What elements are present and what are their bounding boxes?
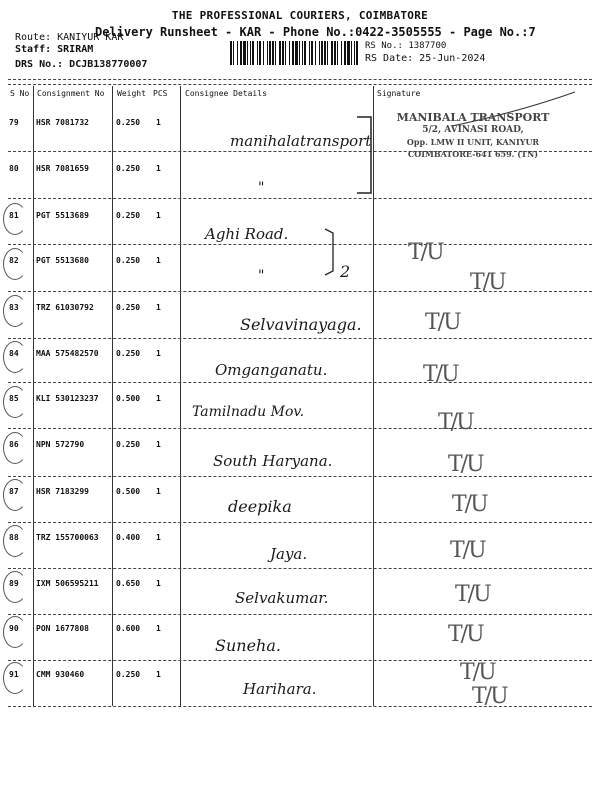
signature-tu-mark: T/U bbox=[448, 452, 483, 477]
signature-tu-mark: T/U bbox=[450, 538, 485, 563]
row-pcs: 1 bbox=[156, 670, 161, 679]
row-number-circle bbox=[3, 203, 27, 235]
row-number-circle bbox=[3, 386, 27, 418]
row-number-circle bbox=[3, 571, 27, 603]
row-pcs: 1 bbox=[156, 440, 161, 449]
col-header-pcs: PCS bbox=[153, 89, 168, 98]
row-divider bbox=[8, 476, 592, 477]
col-header-sno: S No bbox=[10, 89, 30, 98]
row-weight: 0.500 bbox=[116, 487, 141, 496]
staff-label: Staff: SRIRAM bbox=[15, 44, 94, 55]
signature-tu-mark: T/U bbox=[408, 240, 443, 265]
row-sno: 90 bbox=[9, 624, 19, 633]
row-sno: 88 bbox=[9, 533, 19, 542]
signature-tu-mark: T/U bbox=[448, 622, 483, 647]
company-stamp bbox=[378, 112, 568, 160]
stamp-line: Opp. LMW II UNIT, KANIYUR bbox=[406, 137, 540, 147]
row-divider bbox=[8, 660, 592, 661]
row-weight: 0.250 bbox=[116, 118, 141, 127]
signature-tu-mark: T/U bbox=[470, 270, 505, 295]
row-consignee-handwritten: manihalatransport bbox=[230, 132, 372, 150]
row-divider bbox=[8, 244, 592, 245]
row-consignment-no: HSR 7183299 bbox=[36, 487, 89, 496]
row-sno: 91 bbox=[9, 670, 19, 679]
row-consignee-handwritten: deepika bbox=[228, 497, 292, 516]
row-consignment-no: TRZ 155700063 bbox=[36, 533, 99, 542]
row-consignee-handwritten: Harihara. bbox=[243, 680, 317, 698]
row-consignment-no: PGT 5513680 bbox=[36, 256, 89, 265]
row-weight: 0.400 bbox=[116, 533, 141, 542]
row-pcs: 1 bbox=[156, 164, 161, 173]
row-consignment-no: TRZ 61030792 bbox=[36, 303, 94, 312]
row-consignment-no: PON 1677808 bbox=[36, 624, 89, 633]
runsheet-subtitle: Delivery Runsheet - KAR - Phone No.:0422-3505555 - Page No.:7 bbox=[95, 25, 536, 39]
row-sno: 84 bbox=[9, 349, 19, 358]
row-sno: 82 bbox=[9, 256, 19, 265]
row-weight: 0.250 bbox=[116, 303, 141, 312]
row-consignment-no: KLI 530123237 bbox=[36, 394, 99, 403]
row-consignee-handwritten: " bbox=[258, 268, 265, 284]
stamp-line: MANIBALA TRANSPORT bbox=[396, 111, 550, 124]
rs-number: RS No.: 1387700 bbox=[365, 41, 447, 51]
row-sno: 83 bbox=[9, 303, 19, 312]
signature-tu-mark: T/U bbox=[460, 660, 495, 685]
col-header-consignment: Consignment No bbox=[37, 89, 105, 98]
rs-date: RS Date: 25-Jun-2024 bbox=[365, 53, 486, 64]
bracket-mark bbox=[355, 115, 379, 195]
row-divider bbox=[8, 338, 592, 339]
row-sno: 87 bbox=[9, 487, 19, 496]
row-sno: 79 bbox=[9, 118, 19, 127]
stamp-line: 5/2, AVINASI ROAD, bbox=[422, 125, 524, 135]
barcode-image bbox=[230, 41, 358, 65]
column-divider bbox=[33, 86, 34, 706]
row-number-circle bbox=[3, 479, 27, 511]
stamp-line: COIMBATORE-641 659. (TN) bbox=[407, 149, 539, 159]
row-pcs: 1 bbox=[156, 487, 161, 496]
row-consignment-no: PGT 5513689 bbox=[36, 211, 89, 220]
row-pcs: 1 bbox=[156, 579, 161, 588]
row-pcs: 1 bbox=[156, 303, 161, 312]
drs-number: DRS No.: DCJB138770007 bbox=[15, 59, 148, 70]
row-pcs: 1 bbox=[156, 211, 161, 220]
signature-tu-mark: T/U bbox=[423, 362, 458, 387]
signature-tu-mark: T/U bbox=[452, 492, 487, 517]
row-pcs: 1 bbox=[156, 394, 161, 403]
row-consignee-handwritten: Suneha. bbox=[215, 636, 281, 655]
row-consignee-handwritten: " bbox=[258, 180, 265, 196]
column-divider bbox=[180, 86, 181, 706]
signature-tu-mark: T/U bbox=[438, 410, 473, 435]
row-number-circle bbox=[3, 341, 27, 373]
row-consignment-no: HSR 7081732 bbox=[36, 118, 89, 127]
company-name: THE PROFESSIONAL COURIERS, COIMBATORE bbox=[171, 9, 429, 22]
signature-tu-mark: T/U bbox=[425, 310, 460, 335]
col-header-weight: Weight bbox=[117, 89, 146, 98]
row-sno: 86 bbox=[9, 440, 19, 449]
row-weight: 0.250 bbox=[116, 211, 141, 220]
row-sno: 85 bbox=[9, 394, 19, 403]
row-consignment-no: HSR 7081659 bbox=[36, 164, 89, 173]
row-pcs: 1 bbox=[156, 118, 161, 127]
row-sno: 80 bbox=[9, 164, 19, 173]
row-weight: 0.250 bbox=[116, 440, 141, 449]
row-number-circle bbox=[3, 432, 27, 464]
row-number-circle bbox=[3, 295, 27, 327]
row-weight: 0.250 bbox=[116, 256, 141, 265]
row-divider bbox=[8, 198, 592, 199]
column-divider bbox=[112, 86, 113, 706]
row-consignment-no: MAA 575482570 bbox=[36, 349, 99, 358]
row-pcs: 1 bbox=[156, 349, 161, 358]
row-sno: 81 bbox=[9, 211, 19, 220]
row-consignee-handwritten: Selvavinayaga. bbox=[240, 315, 362, 334]
row-divider bbox=[8, 382, 592, 383]
row-sno: 89 bbox=[9, 579, 19, 588]
signature-tu-mark: T/U bbox=[455, 582, 490, 607]
row-weight: 0.250 bbox=[116, 670, 141, 679]
row-consignee-handwritten: Tamilnadu Mov. bbox=[192, 404, 305, 420]
divider bbox=[8, 84, 592, 85]
row-weight: 0.250 bbox=[116, 349, 141, 358]
row-number-circle bbox=[3, 248, 27, 280]
signature-tu-mark: T/U bbox=[472, 684, 507, 709]
row-consignee-handwritten: Jaya. bbox=[270, 545, 308, 563]
bracket-mark bbox=[323, 227, 339, 277]
row-consignment-no: CMM 930460 bbox=[36, 670, 85, 679]
divider bbox=[8, 79, 592, 80]
row-consignee-handwritten: South Haryana. bbox=[213, 452, 333, 470]
row-number-circle bbox=[3, 525, 27, 557]
row-weight: 0.250 bbox=[116, 164, 141, 173]
row-pcs: 1 bbox=[156, 256, 161, 265]
row-weight: 0.650 bbox=[116, 579, 141, 588]
row-number-circle bbox=[3, 662, 27, 694]
route-label: Route: KANIYUR KAR bbox=[15, 32, 124, 43]
bracket-note: 2 bbox=[340, 262, 351, 281]
row-pcs: 1 bbox=[156, 533, 161, 542]
row-number-circle bbox=[3, 616, 27, 648]
row-consignee-handwritten: Selvakumar. bbox=[235, 589, 329, 607]
row-consignment-no: IXM 506595211 bbox=[36, 579, 99, 588]
row-pcs: 1 bbox=[156, 624, 161, 633]
row-weight: 0.500 bbox=[116, 394, 141, 403]
col-header-consignee: Consignee Details bbox=[185, 89, 267, 98]
col-header-signature: Signature bbox=[377, 89, 421, 98]
row-divider bbox=[8, 614, 592, 615]
row-consignee-handwritten: Aghi Road. bbox=[205, 225, 289, 243]
row-divider bbox=[8, 428, 592, 429]
row-consignee-handwritten: Omganganatu. bbox=[215, 361, 328, 379]
row-consignment-no: NPN 572790 bbox=[36, 440, 85, 449]
row-weight: 0.600 bbox=[116, 624, 141, 633]
row-divider bbox=[8, 568, 592, 569]
row-divider bbox=[8, 522, 592, 523]
